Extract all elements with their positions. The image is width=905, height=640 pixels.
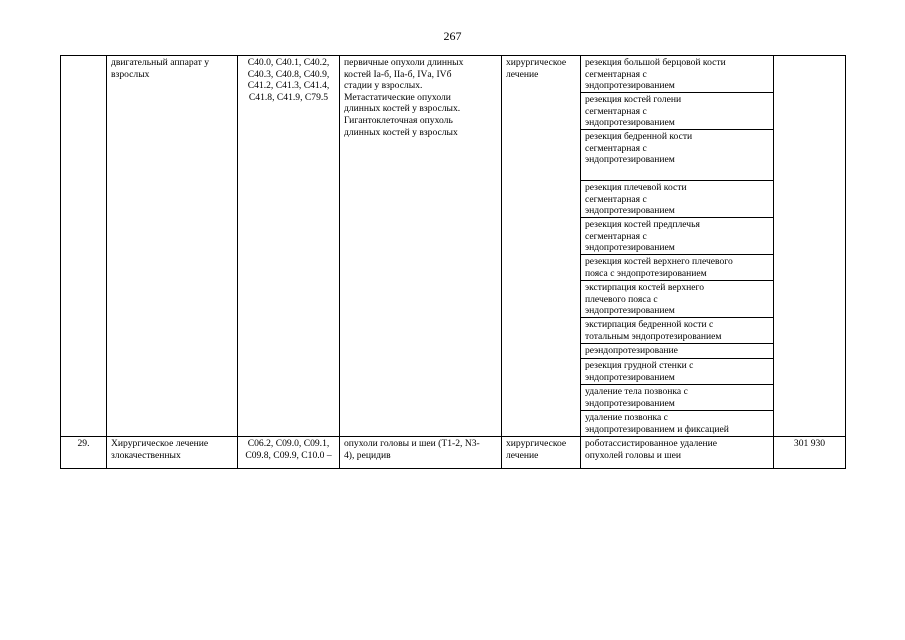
method-cell: резекция костей голени сегментарная с эндопротезированием xyxy=(581,93,774,130)
treatment-type-cell: хирургическое лечение xyxy=(502,56,581,437)
patient-model-cell: первичные опухоли длинных костей Iа-б, IIа-б, IVа, IVб стадии у взрослых. Метастатические опухоли длинных костей у взрослых. Гигантоклеточная опухоль длинных костей у взрослых xyxy=(340,56,502,437)
cost-cell xyxy=(774,56,846,437)
method-cell: роботассистированное удаление опухолей головы и шеи xyxy=(581,437,774,469)
method-cell: резекция костей верхнего плечевого пояса с эндопротезированием xyxy=(581,255,774,281)
icd-codes-cell: C40.0, C40.1, C40.2, C40.3, C40.8, C40.9, C41.2, C41.3, C41.4, C41.8, C41.9, C79.5 xyxy=(238,56,340,437)
method-cell: удаление позвонка с эндопротезированием и фиксацией xyxy=(581,411,774,437)
method-cell: резекция плечевой кости сегментарная с эндопротезированием xyxy=(581,181,774,218)
medical-services-table xyxy=(60,55,846,469)
method-cell: экстирпация костей верхнего плечевого пояса с эндопротезированием xyxy=(581,281,774,318)
method-cell: резекция костей предплечья сегментарная с эндопротезированием xyxy=(581,218,774,255)
method-cell: резекция бедренной кости сегментарная с эндопротезированием xyxy=(581,130,774,181)
table-row-29 xyxy=(61,437,846,469)
table-row xyxy=(61,56,846,93)
method-cell: резекция грудной стенки с эндопротезированием xyxy=(581,359,774,385)
method-cell: удаление тела позвонка с эндопротезированием xyxy=(581,385,774,411)
patient-model-cell: опухоли головы и шеи (T1-2, N3- 4), рецидив xyxy=(340,437,502,469)
row-number-cell xyxy=(61,56,107,437)
method-cell: резекция большой берцовой кости сегментарная с эндопротезированием xyxy=(581,56,774,93)
method-cell: экстирпация бедренной кости с тотальным эндопротезированием xyxy=(581,318,774,344)
icd-codes-cell: C06.2, C09.0, C09.1, C09.8, C09.9, C10.0 – xyxy=(238,437,340,469)
method-cell: реэндопротезирование xyxy=(581,344,774,359)
page-number: 267 xyxy=(443,29,462,43)
service-name-cell: Хирургическое лечение злокачественных xyxy=(107,437,238,469)
row-number-cell: 29. xyxy=(61,437,107,469)
treatment-type-cell: хирургическое лечение xyxy=(502,437,581,469)
service-name-cell: двигательный аппарат у взрослых xyxy=(107,56,238,437)
cost-cell: 301 930 xyxy=(774,437,846,469)
